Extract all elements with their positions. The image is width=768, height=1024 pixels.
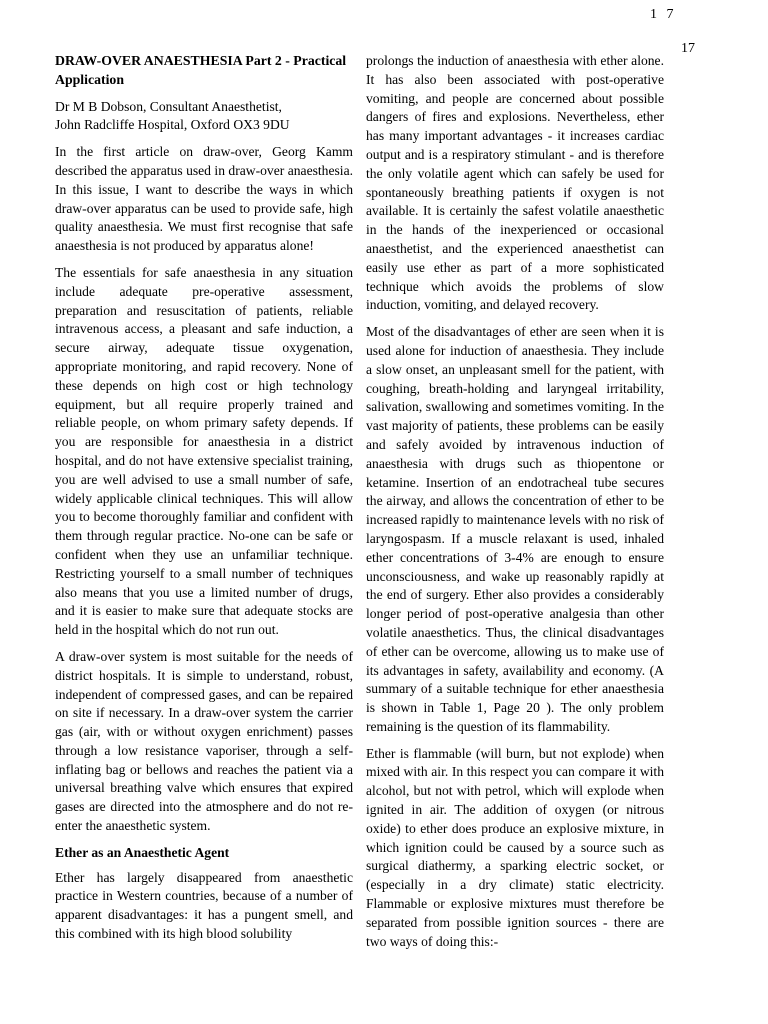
article-title: DRAW-OVER ANAESTHESIA Part 2 - Practical Application	[55, 53, 347, 87]
paragraph-draw-over-system: A draw-over system is most suitable for the needs of district hospitals. It is simple to understand, robust, independent of compressed gases, and can be repaired on site if necessary. In a draw-over system the carrier gas (air, with or without oxygen enrichment) passes through a low resistance vaporiser, through a self-inflating bag or bellows and reaches the patient via a universal breathing valve which ensures that expired gases are directed into the atmosphere and do not re-enter the anaesthetic system.	[55, 648, 353, 834]
paragraph-ether-flammable: Ether is flammable (will burn, but not explode) when mixed with air. In this respect you can compare it with alcohol, but not with petrol, which will explode when ignited in air. The addition of oxygen (or nitrous oxide) to ether does produce an explosive mixture, in which ignition could be caused by a source such as surgical diathermy, a sparking electric socket, or (especially in a dry climate) static electricity. Flammable or explosive mixtures must therefore be separated from possible ignition sources - there are two ways of doing this:-	[366, 745, 664, 949]
page-number-top: 1 7	[650, 7, 677, 22]
section-heading: Ether as an Anaesthetic Agent	[55, 844, 230, 860]
author-block	[55, 98, 353, 136]
paragraph-ether-intro: Ether has largely disappeared from anaesthetic practice in Western countries, because of a number of apparent disadvantages: it has a pungent smell, and this combined with its high blood solubility	[55, 869, 353, 942]
author-affiliation: John Radcliffe Hospital, Oxford OX3 9DU	[55, 117, 290, 133]
paragraph-intro: In the first article on draw-over, Georg Kamm described the apparatus used in draw-over anaesthesia. In this issue, I want to describe the ways in which draw-over apparatus can be used to provide safe, high quality anaesthesia. We must first recognise that safe anaesthesia is not produced by apparatus alone!	[55, 144, 353, 254]
left-column	[55, 52, 353, 952]
right-column	[366, 52, 664, 959]
paragraph-ether-continued: prolongs the induction of anaesthesia with ether alone. It has also been associated with post-operative vomiting, and people are concerned about possible dangers of fires and explosions. Nevertheless, ether has many important advantages - it increases cardiac output and is a respiratory stimulant - and is therefore the only volatile agent which can safely be used for spontaneously breathing patients if oxygen is not available. It is certainly the safest volatile anaesthetic in the hands of the inexperienced or occasional anaesthetist, and the experienced anaesthetist can easily use ether as part of a more sophisticated technique which avoids the problems of slow induction, vomiting, and delayed recovery.	[366, 53, 664, 313]
paragraph-ether-disadvantages: Most of the disadvantages of ether are seen when it is used alone for induction of anaesthesia. They include a slow onset, an unpleasant smell for the patient, with coughing, breath-holding and laryngeal irritability, salivation, swallowing and sometimes vomiting. In the vast majority of patients, these problems can be easily and safely avoided by intravenous induction of anaesthesia with drugs such as thiopentone or ketamine. Insertion of an endotracheal tube secures the airway, and allows the concentration of ether to be increased rapidly to maintenance levels with no risk of laryngospasm. If a muscle relaxant is used, inhaled ether concentrations of 3-4% are enough to ensure unconsciousness, and wake up reasonably rapidly at the end of surgery. Ether also provides a considerably longer period of post-operative analgesia than other volatile anaesthetics. Thus, the clinical disadvantages of ether can be overcome, allowing us to make use of its advantages in safety, availability and economy. (A summary of a suitable technique for ether anaesthesia is shown in Table 1, Page 20 ). The only problem remaining is the question of its flammability.	[366, 324, 664, 734]
page-number-side: 17	[681, 41, 695, 56]
paragraph-essentials: The essentials for safe anaesthesia in any situation include adequate pre-operative assessment, preparation and resuscitation of patients, reliable intravenous access, a pleasant and safe induction, a secure airway, adequate tissue oxygenation, appropriate monitoring, and rapid recovery. None of these depends on high cost or high technology equipment, but all require properly trained and reliable people, on whom primary safety depends. If you are responsible for anaesthesia in a district hospital, and do not have extensive specialist training, you are well advised to use a small number of safe, widely applicable clinical techniques. This will allow you to become thoroughly familiar and confident with them through regular practice. No-one can be safe or confident when they use an unfamiliar technique. Restricting yourself to a small number of techniques also means that you use a limited number of drugs, and it is easier to make sure that adequate stocks are held in the hospital which do not run out.	[55, 264, 353, 638]
author-name: Dr M B Dobson, Consultant Anaesthetist,	[55, 98, 282, 114]
